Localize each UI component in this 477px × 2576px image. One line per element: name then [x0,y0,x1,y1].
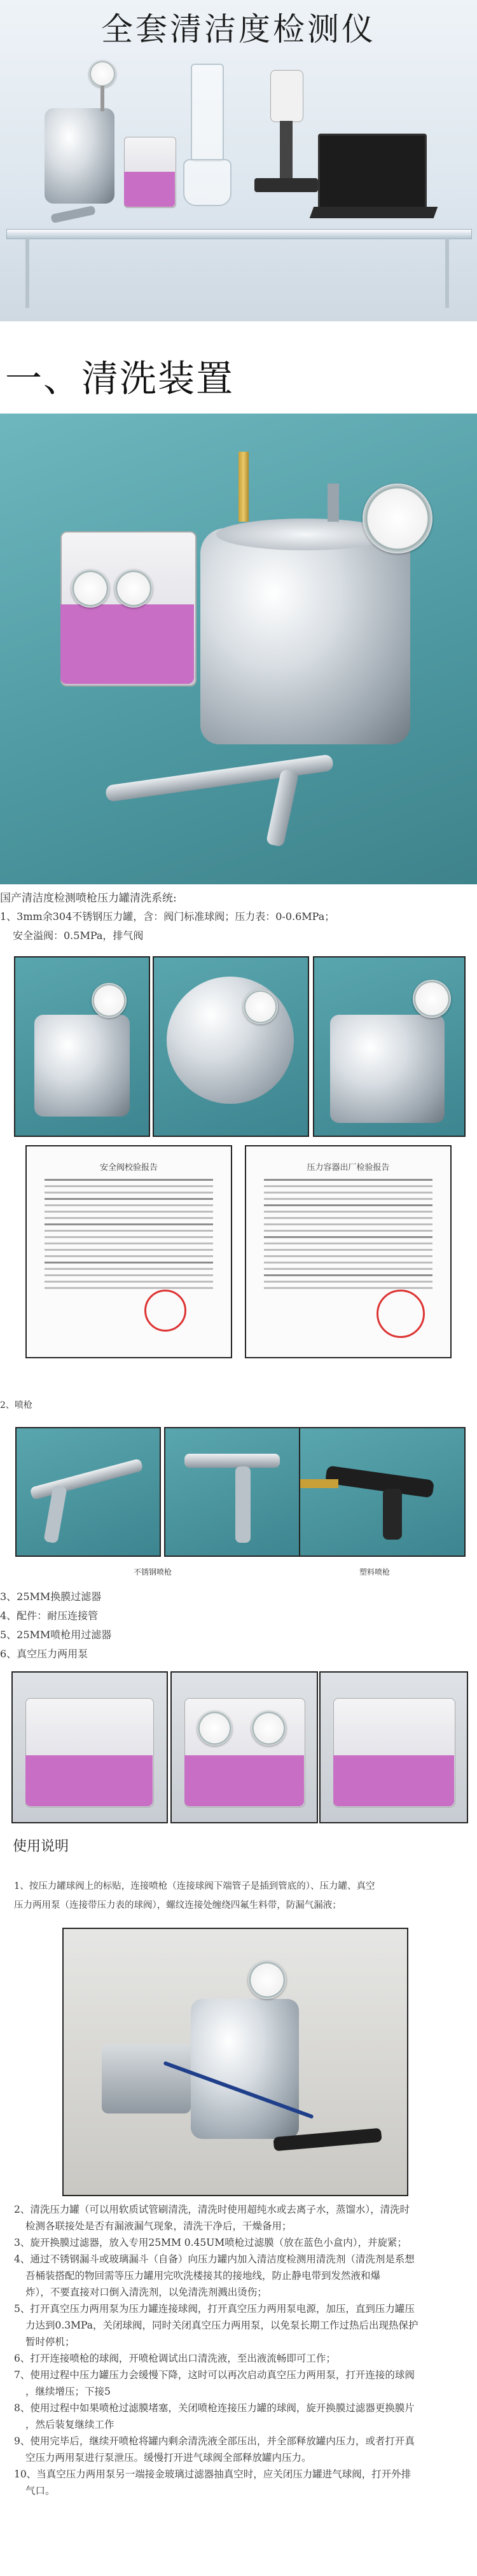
section-title-cleaning-device: 一、清洗装置 [5,357,235,400]
tank-gauge-icon [363,484,432,553]
system-item-1-cont: 安全溢阀：0.5MPa，排气阀 [13,929,144,942]
system-item-6: 6、真空压力两用泵 [0,1648,88,1660]
usage-step-6 [14,2350,466,2367]
certificate-pressure-vessel [245,1145,452,1358]
page-title: 全套清洁度检测仪 [101,11,376,48]
setup-tank [191,1999,299,2139]
hero-table-leg [445,238,449,308]
usage-step-line: 4、通过不锈钢漏斗或玻璃漏斗（自备）向压力罐内加入清洁度检测用清洗剂（清洗剂是系想 [14,2253,415,2265]
pump-gauge-left-icon [71,569,109,608]
usage-step-1: 1、按压力罐球阀上的标贴，连接喷枪（连接球阀下端管子是插到管底的）、压力罐、真空 [14,1881,375,1891]
hero-spray-gun [50,205,95,223]
gauge-icon [197,1711,232,1746]
tank-photo-3 [313,956,466,1137]
usage-steps [14,2201,466,2499]
usage-step-line: 6、打开连接喷枪的球阀，开喷枪调试出口清洗液，至出液流畅即可工作； [14,2353,336,2364]
red-seal-icon [144,1290,186,1332]
system-item-3: 3、25MM换膜过滤器 [0,1591,102,1603]
usage-step-line: 力达到0.3MPa，关闭球阀，同时关闭真空压力两用泵，以免泵长期工作过热后出现热保护 [25,2320,418,2331]
hero-pressure-tank [45,108,114,204]
usage-step-8 [14,2400,466,2433]
pump-photo-2 [170,1671,318,1823]
tank-photo-2 [153,956,309,1137]
usage-step-line: 暂时停机； [25,2336,75,2348]
safety-valve [238,452,249,522]
gun-caption-steel: 不锈钢喷枪 [134,1568,172,1577]
usage-step-line: 5、打开真空压力两用泵为压力罐连接球阀，打开真空压力两用泵电源，加压，直到压力罐压 [14,2303,415,2315]
system-item-2: 2、喷枪 [0,1400,32,1410]
usage-step-line: 3、旋开换膜过滤器，放入专用25MM 0.45UM喷枪过滤膜（放在蓝色小盒内），并旋紧； [14,2237,407,2248]
usage-step-line: 空压力两用泵进行泵泄压。缓慢打开进气球阀全部释放罐内压力。 [25,2452,312,2463]
usage-step-10 [14,2466,466,2499]
usage-step-line: ，继续增压；下接5 [25,2386,111,2397]
hero-glass-table [6,229,472,239]
ball-valve [328,484,339,522]
hero-filter-flask [183,159,232,206]
vacuum-pump-pink-panel [60,604,194,684]
spray-gun-grip [266,769,299,847]
pump-gauge-right-icon [114,569,153,608]
hero-table-leg [25,238,29,308]
hero-gauge-icon [89,60,116,87]
usage-step-line: 吾桶装搭配的物回需等压力罐用完吹洗楼接其的接地线，防止静电带到发然液和爆 [25,2270,381,2281]
usage-step-9 [14,2433,466,2466]
hero-laptop-base [310,207,438,218]
usage-step-4 [14,2251,466,2301]
usage-step-line: 7、使用过程中压力罐压力会缓慢下降，这时可以再次启动真空压力两用泵，打开连接的球阀 [14,2369,415,2381]
hero-gauge-stem [100,86,104,111]
usage-step-line: 炸），不要直接对口倒入清洗剂，以免清洗剂溅出烫伤； [25,2287,267,2298]
usage-step-line: 8、使用过程中如果喷枪过滤膜堵塞，关闭喷枪连接压力罐的球阀，旋开换膜过滤器更换膜片 [14,2402,415,2414]
gauge-icon [251,1711,286,1746]
pump-photo-3 [319,1671,468,1823]
red-seal-icon [377,1290,425,1338]
gauge-icon [248,1961,286,1999]
gun-photo-plastic [299,1427,466,1557]
certificate-safety-valve [25,1145,232,1358]
usage-step-line: 2、清洗压力罐（可以用软质试管刷清洗，清洗时使用超纯水或去离子水，蒸馏水），清洗时 [14,2204,410,2215]
gauge-icon [243,989,278,1024]
usage-step-1-cont: 压力两用泵（连接带压力表的球阀），螺纹连接处缠绕四氟生料带，防漏气漏液； [14,1900,342,1911]
gauge-icon [92,983,127,1018]
pump-photo-1 [11,1671,168,1823]
hero-microscope [251,70,321,197]
usage-step-5 [14,2301,466,2350]
hero-banner [0,0,477,321]
hero-pump-accent [124,172,175,207]
gun-caption-plastic: 塑料喷枪 [359,1568,391,1577]
spray-gun [105,754,334,802]
gun-photo-steel-1 [15,1427,161,1557]
hero-laptop [318,134,427,211]
system-item-4: 4、配件：耐压连接管 [0,1610,99,1622]
system-item-5: 5、25MM喷枪用过滤器 [0,1629,112,1641]
certificate-title: 压力容器出厂检验报告 [307,1163,390,1173]
pressure-tank [200,528,410,744]
certificate-title: 安全阀校验报告 [99,1163,158,1173]
usage-step-line: 9、使用完毕后，继续开喷枪将罐内剩余清洗液全部压出，并全部释放罐内压力，或者打开真 [14,2435,415,2447]
setup-photo [62,1928,408,2196]
gauge-icon [413,980,451,1018]
usage-step-line: 10、当真空压力两用泵另一端接金玻璃过滤器抽真空时，应关闭压力罐进气球阀，打开外排 [14,2468,411,2480]
tank-photo-1 [14,956,150,1137]
system-item-1: 1、3mm余304不锈钢压力罐，含：阀门标准球阀；压力表：0-0.6MPa； [0,910,335,922]
setup-compressor [102,2043,191,2113]
cleaning-device-photo [0,414,477,884]
system-heading: 国产清洁度检测喷枪压力罐清洗系统: [0,892,177,905]
usage-step-2 [14,2201,466,2234]
hero-filter-funnel [191,64,224,162]
usage-step-line: 检测各联接处是否有漏液漏气现象，清洗干净后，干燥备用； [25,2220,292,2232]
usage-step-7 [14,2367,466,2400]
gun-photo-steel-2 [164,1427,310,1557]
usage-step-line: 气口。 [25,2485,55,2496]
usage-step-line: ，然后装复继续工作 [25,2419,114,2430]
usage-step-3 [14,2234,466,2251]
usage-title: 使用说明 [13,1839,69,1855]
